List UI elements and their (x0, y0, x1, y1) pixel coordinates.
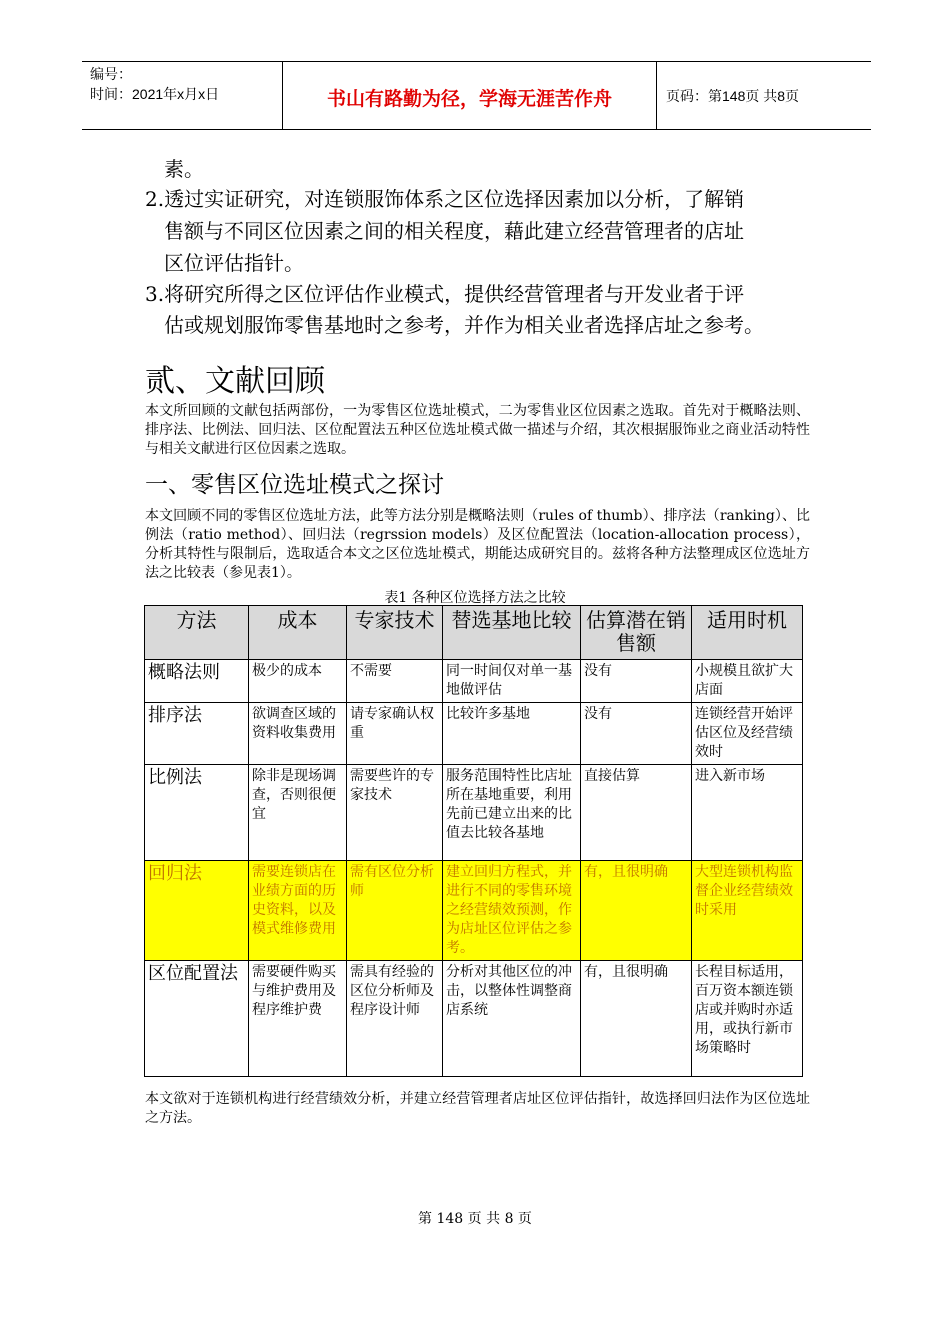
table-cell: 同一时间仅对单一基地做评估 (443, 660, 581, 703)
table-cell: 不需要 (347, 660, 443, 703)
table-cell: 分析对其他区位的冲击，以整体性调整商店系统 (443, 961, 581, 1077)
table-row (145, 660, 803, 703)
subsection-heading: 一、零售区位选址模式之探讨 (145, 472, 444, 498)
table-row (145, 961, 803, 1077)
column-header: 成本 (249, 606, 347, 660)
header-divider (656, 62, 657, 129)
table-cell: 回归法 (145, 861, 249, 961)
table-cell: 长程目标适用，百万资本额连锁店或并购时亦适用，或执行新市场策略时 (692, 961, 803, 1077)
page-footer: 第 148 页 共 8 页 (418, 1211, 532, 1227)
column-header: 方法 (145, 606, 249, 660)
list-item-3-line-1: 3.将研究所得之区位评估作业模式，提供经营管理者与开发业者于评 (145, 282, 745, 306)
subsection-paragraph: 本文回顾不同的零售区位选址方法，此等方法分别是概略法则（rules of thumb）、排序法（ranking）、比例法（ratio method）、回归法（regrssion models）及区位配置法（location-allocation process），分析其特性与限制后，选取适合本文之区位选址模式，期能达成研究目的。兹将各种方法整理成区位选址方法之比较表（参见表1）。 (145, 508, 810, 581)
list-item-2-line-2: 售额与不同区位因素之间的相关程度，藉此建立经营管理者的店址 (164, 219, 744, 243)
list-item-2-line-3: 区位评估指针。 (164, 251, 304, 275)
table-cell: 排序法 (145, 703, 249, 765)
comparison-table (144, 605, 803, 1077)
table-cell: 服务范围特性比店址所在基地重要，利用先前已建立出来的比值去比较各基地 (443, 765, 581, 861)
header-motto: 书山有路勤为径，学海无涯苦作舟 (326, 88, 612, 110)
table-cell: 欲调查区域的资料收集费用 (249, 703, 347, 765)
section-paragraph: 本文所回顾的文献包括两部份，一为零售区位选址模式，二为零售业区位因素之选取。首先对于概略法则、排序法、比例法、回归法、区位配置法五种区位选址模式做一描述与介绍，其次根据服饰业之商业活动特性与相关文献进行区位因素之选取。 (145, 403, 810, 457)
table-cell: 小规模且欲扩大店面 (692, 660, 803, 703)
header-meta (90, 64, 219, 104)
time-label: 时间：2021年x月x日 (90, 86, 220, 102)
table-caption: 表1 各种区位选择方法之比较 (384, 590, 566, 606)
table-row (145, 703, 803, 765)
table-header-row (145, 606, 803, 660)
intro-line: 素。 (164, 157, 204, 181)
table-cell: 大型连锁机构监督企业经营绩效时采用 (692, 861, 803, 961)
table-cell: 有，且很明确 (581, 961, 692, 1077)
table-cell: 请专家确认权重 (347, 703, 443, 765)
table-cell: 没有 (581, 703, 692, 765)
table-cell: 需要些许的专家技术 (347, 765, 443, 861)
table-cell: 需要硬件购买与维护费用及程序维护费 (249, 961, 347, 1077)
section-heading: 贰、文献回顾 (145, 364, 325, 399)
table-cell: 连锁经营开始评估区位及经营绩效时 (692, 703, 803, 765)
table-cell: 建立回归方程式，并进行不同的零售环境之经营绩效预测，作为店址区位评估之参考。 (443, 861, 581, 961)
table-cell: 比较许多基地 (443, 703, 581, 765)
table-cell: 需具有经验的区位分析师及程序设计师 (347, 961, 443, 1077)
column-header: 适用时机 (692, 606, 803, 660)
table-cell: 没有 (581, 660, 692, 703)
table-cell: 需要连锁店在业绩方面的历史资料，以及模式维修费用 (249, 861, 347, 961)
table-cell: 概略法则 (145, 660, 249, 703)
column-header: 估算潜在销售额 (581, 606, 692, 660)
table-cell: 进入新市场 (692, 765, 803, 861)
list-item-3-line-2: 估或规划服饰零售基地时之参考，并作为相关业者选择店址之参考。 (164, 313, 764, 337)
table-cell: 除非是现场调查，否则很便宜 (249, 765, 347, 861)
table-cell: 极少的成本 (249, 660, 347, 703)
header-page-label: 页码：第148页 共8页 (666, 88, 800, 104)
table-cell: 有，且很明确 (581, 861, 692, 961)
table-row (145, 765, 803, 861)
list-item-2-line-1: 2.透过实证研究，对连锁服饰体系之区位选择因素加以分析，了解销 (145, 187, 745, 211)
table-cell: 需有区位分析师 (347, 861, 443, 961)
table-cell: 比例法 (145, 765, 249, 861)
page-header (82, 61, 871, 130)
column-header: 替选基地比较 (443, 606, 581, 660)
conclusion-paragraph: 本文欲对于连锁机构进行经营绩效分析，并建立经营管理者店址区位评估指针，故选择回归法作为区位选址之方法。 (145, 1091, 810, 1126)
column-header: 专家技术 (347, 606, 443, 660)
table-cell: 直接估算 (581, 765, 692, 861)
table-row-highlighted (145, 861, 803, 961)
number-label: 编号： (90, 66, 132, 82)
table-cell: 区位配置法 (145, 961, 249, 1077)
